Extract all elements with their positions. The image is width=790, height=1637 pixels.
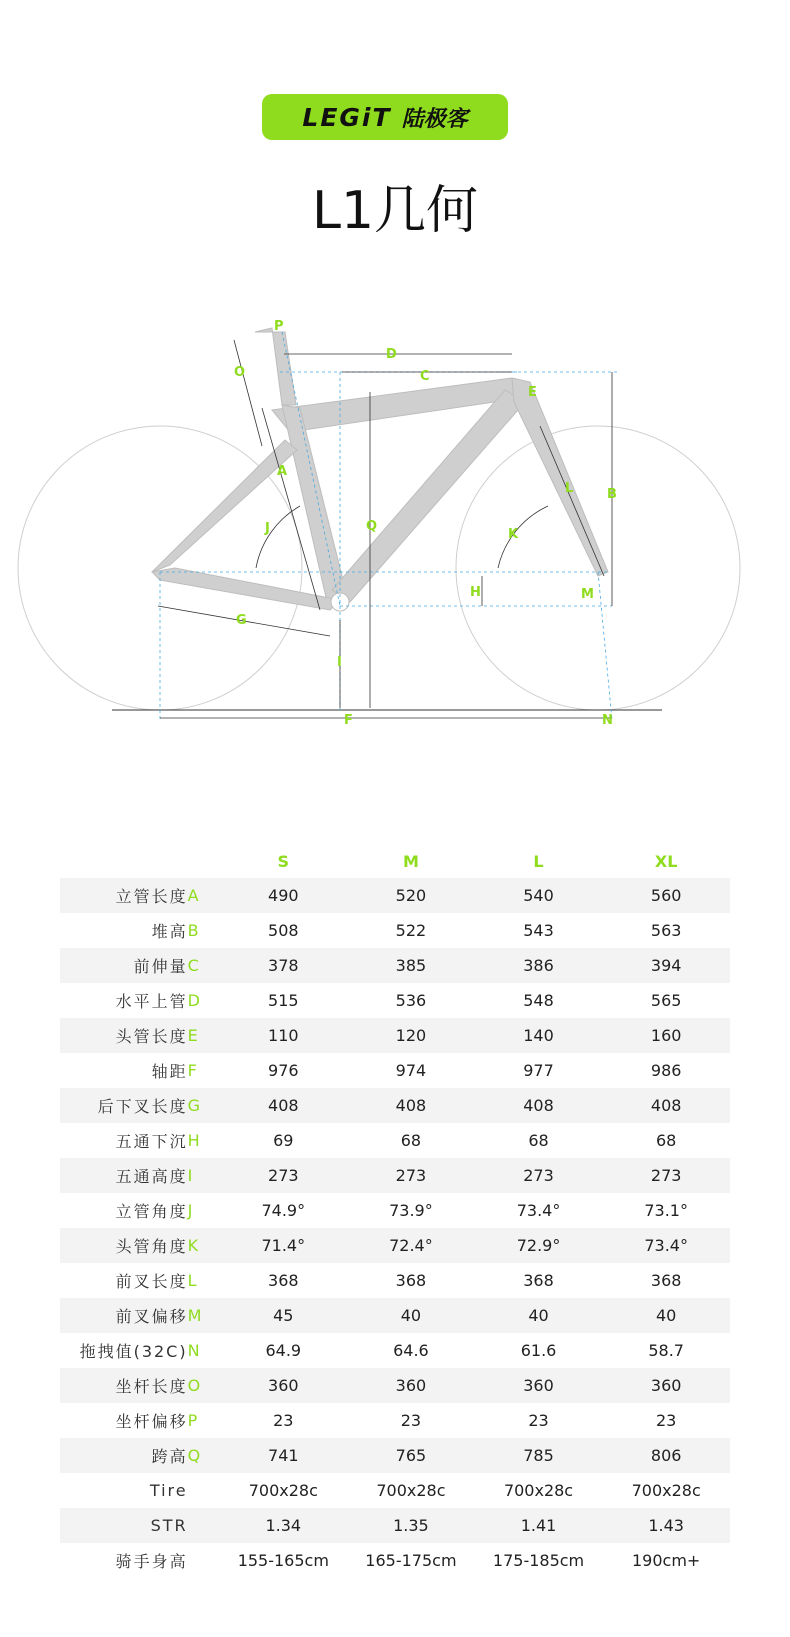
cell-value: 23 <box>273 1411 294 1430</box>
cell-value: 120 <box>395 1026 427 1045</box>
row-code: Q <box>187 1446 201 1465</box>
row-name: 跨高 <box>151 1447 188 1466</box>
row-code <box>188 1543 220 1578</box>
table-row <box>60 1543 730 1578</box>
cell-value: 23 <box>400 1411 422 1430</box>
cell-value: 490 <box>268 886 299 905</box>
cell-value: 368 <box>523 1271 554 1290</box>
cell-value: 190cm+ <box>632 1551 701 1570</box>
table-row <box>60 1228 730 1263</box>
cell-value: 408 <box>395 1096 427 1115</box>
row-code: P <box>187 1411 198 1430</box>
cell-value: 23 <box>528 1411 549 1430</box>
label-N: N <box>602 713 613 728</box>
cell-value: 73.1° <box>644 1201 688 1220</box>
cell-value: 976 <box>268 1061 299 1080</box>
geometry-table <box>60 844 730 1578</box>
row-name: 前伸量 <box>133 957 188 976</box>
cell-value: 45 <box>273 1306 294 1325</box>
bike-frame <box>152 328 608 610</box>
row-code: L <box>187 1271 197 1290</box>
table-row <box>60 1368 730 1403</box>
cell-value: 700x28c <box>503 1481 574 1500</box>
row-name: 骑手身高 <box>115 1552 188 1571</box>
cell-value: 69 <box>273 1131 294 1150</box>
table-row <box>60 1193 730 1228</box>
table-row <box>60 1473 730 1508</box>
row-code: F <box>187 1061 197 1080</box>
label-F: F <box>344 713 353 728</box>
cell-value: 360 <box>395 1376 427 1395</box>
row-name: 头管角度 <box>115 1237 188 1256</box>
cell-value: 360 <box>268 1376 299 1395</box>
cell-value: 175-185cm <box>492 1551 585 1570</box>
row-code: G <box>187 1096 201 1115</box>
row-code: I <box>187 1166 193 1185</box>
cell-value: 785 <box>523 1446 554 1465</box>
cell-value: 408 <box>268 1096 299 1115</box>
cell-value: 560 <box>650 886 682 905</box>
label-P: P <box>274 319 284 334</box>
table-row <box>60 1088 730 1123</box>
row-name: STR <box>150 1516 188 1535</box>
cell-value: 155-165cm <box>237 1551 329 1570</box>
row-name: 水平上管 <box>115 992 188 1011</box>
cell-value: 72.4° <box>389 1236 433 1255</box>
label-D: D <box>386 347 397 362</box>
cell-value: 548 <box>523 991 554 1010</box>
label-E: E <box>528 385 537 400</box>
table-row <box>60 1158 730 1193</box>
cell-value: 765 <box>395 1446 427 1465</box>
cell-value: 72.9° <box>516 1236 561 1255</box>
table-row <box>60 1333 730 1368</box>
label-H: H <box>470 585 481 600</box>
cell-value: 68 <box>400 1131 422 1150</box>
cell-value: 700x28c <box>631 1481 701 1500</box>
table-row <box>60 1123 730 1158</box>
label-Q: Q <box>366 519 378 534</box>
row-name: 五通高度 <box>115 1167 188 1186</box>
cell-value: 165-175cm <box>365 1551 457 1570</box>
cell-value: 40 <box>655 1306 677 1325</box>
brand-logo <box>262 94 508 140</box>
cell-value: 1.43 <box>648 1516 684 1535</box>
cell-value: 71.4° <box>261 1236 306 1255</box>
cell-value: 40 <box>528 1306 549 1325</box>
cell-value: 140 <box>523 1026 554 1045</box>
table-row <box>60 983 730 1018</box>
row-code: H <box>187 1131 200 1150</box>
cell-value: 273 <box>268 1166 299 1185</box>
row-name: 坐杆长度 <box>115 1377 188 1396</box>
cell-value: 23 <box>655 1411 677 1430</box>
row-code: D <box>187 991 200 1010</box>
row-name: 轴距 <box>151 1062 188 1081</box>
label-O: O <box>234 365 246 380</box>
cell-value: 74.9° <box>261 1201 306 1220</box>
cell-value: 73.9° <box>389 1201 433 1220</box>
row-name: 坐杆偏移 <box>115 1412 188 1431</box>
cell-value: 408 <box>650 1096 682 1115</box>
cell-value: 73.4° <box>516 1201 561 1220</box>
table-row <box>60 1263 730 1298</box>
cell-value: 536 <box>395 991 427 1010</box>
row-name: 前叉偏移 <box>115 1307 188 1326</box>
cell-value: 68 <box>528 1131 549 1150</box>
row-code: M <box>187 1306 202 1325</box>
label-C: C <box>420 369 430 384</box>
row-name: 拖拽值(32C) <box>79 1342 188 1361</box>
table-row <box>60 1018 730 1053</box>
cell-value: 68 <box>655 1131 677 1150</box>
row-code <box>188 1473 220 1508</box>
cell-value: 273 <box>650 1166 682 1185</box>
cell-value: 986 <box>650 1061 682 1080</box>
page-title: L1几何 <box>311 181 479 241</box>
row-name: 堆高 <box>151 922 188 941</box>
row-code: J <box>187 1201 193 1220</box>
cell-value: 522 <box>395 921 427 940</box>
table-row <box>60 913 730 948</box>
size-header: M <box>402 851 419 871</box>
row-name: 立管长度 <box>115 887 188 906</box>
cell-value: 64.6 <box>393 1341 429 1360</box>
cell-value: 543 <box>523 921 554 940</box>
row-name: 后下叉长度 <box>97 1097 188 1116</box>
logo-text: LEGiT <box>302 102 392 132</box>
cell-value: 700x28c <box>376 1481 446 1500</box>
cell-value: 563 <box>650 921 682 940</box>
row-code: N <box>187 1341 200 1360</box>
label-L: L <box>565 481 574 496</box>
table-row <box>60 1403 730 1438</box>
cell-value: 58.7 <box>648 1341 684 1360</box>
cell-value: 394 <box>650 956 682 975</box>
label-K: K <box>508 527 519 542</box>
cell-value: 1.34 <box>265 1516 302 1535</box>
cell-value: 273 <box>395 1166 427 1185</box>
cell-value: 368 <box>650 1271 682 1290</box>
cell-value: 385 <box>395 956 427 975</box>
label-J: J <box>265 521 270 536</box>
cell-value: 741 <box>268 1446 299 1465</box>
row-name: 头管长度 <box>115 1027 188 1046</box>
table-row <box>60 878 730 913</box>
cell-value: 61.6 <box>520 1341 557 1360</box>
row-code: A <box>187 886 199 905</box>
size-header: S <box>277 851 290 871</box>
cell-value: 540 <box>523 886 554 905</box>
cell-value: 515 <box>268 991 299 1010</box>
cell-value: 64.9 <box>265 1341 302 1360</box>
row-code: B <box>187 921 199 940</box>
row-code: C <box>187 956 199 975</box>
row-code: K <box>187 1236 199 1255</box>
cell-value: 160 <box>650 1026 682 1045</box>
label-M: M <box>581 587 594 602</box>
size-header: L <box>533 851 544 871</box>
row-name: 前叉长度 <box>115 1272 188 1291</box>
cell-value: 368 <box>395 1271 427 1290</box>
logo-cn-text: 陆极客 <box>401 106 468 132</box>
row-code <box>188 1508 220 1543</box>
cell-value: 408 <box>523 1096 554 1115</box>
cell-value: 110 <box>268 1026 299 1045</box>
cell-value: 508 <box>268 921 299 940</box>
cell-value: 360 <box>650 1376 682 1395</box>
cell-value: 974 <box>395 1061 427 1080</box>
size-header: XL <box>654 851 678 871</box>
cell-value: 368 <box>268 1271 299 1290</box>
cell-value: 1.35 <box>393 1516 429 1535</box>
row-code: O <box>187 1376 201 1395</box>
cell-value: 565 <box>650 991 682 1010</box>
geometry-diagram <box>0 310 790 770</box>
cell-value: 977 <box>523 1061 554 1080</box>
cell-value: 273 <box>523 1166 554 1185</box>
row-name: 五通下沉 <box>115 1132 188 1151</box>
cell-value: 700x28c <box>248 1481 318 1500</box>
size-header-row <box>60 844 730 878</box>
cell-value: 360 <box>523 1376 554 1395</box>
row-name: 立管角度 <box>115 1202 188 1221</box>
label-I: I <box>337 655 342 670</box>
table-row <box>60 948 730 983</box>
label-G: G <box>236 613 247 628</box>
cell-value: 1.41 <box>520 1516 557 1535</box>
cell-value: 73.4° <box>644 1236 688 1255</box>
row-code: E <box>187 1026 198 1045</box>
cell-value: 378 <box>268 956 299 975</box>
table-row <box>60 1053 730 1088</box>
label-B: B <box>607 487 617 502</box>
table-row <box>60 1298 730 1333</box>
cell-value: 520 <box>395 886 427 905</box>
cell-value: 386 <box>523 956 554 975</box>
row-name: Tire <box>149 1481 188 1500</box>
label-A: A <box>277 464 288 479</box>
cell-value: 806 <box>650 1446 682 1465</box>
table-row <box>60 1508 730 1543</box>
cell-value: 40 <box>400 1306 422 1325</box>
table-row <box>60 1438 730 1473</box>
